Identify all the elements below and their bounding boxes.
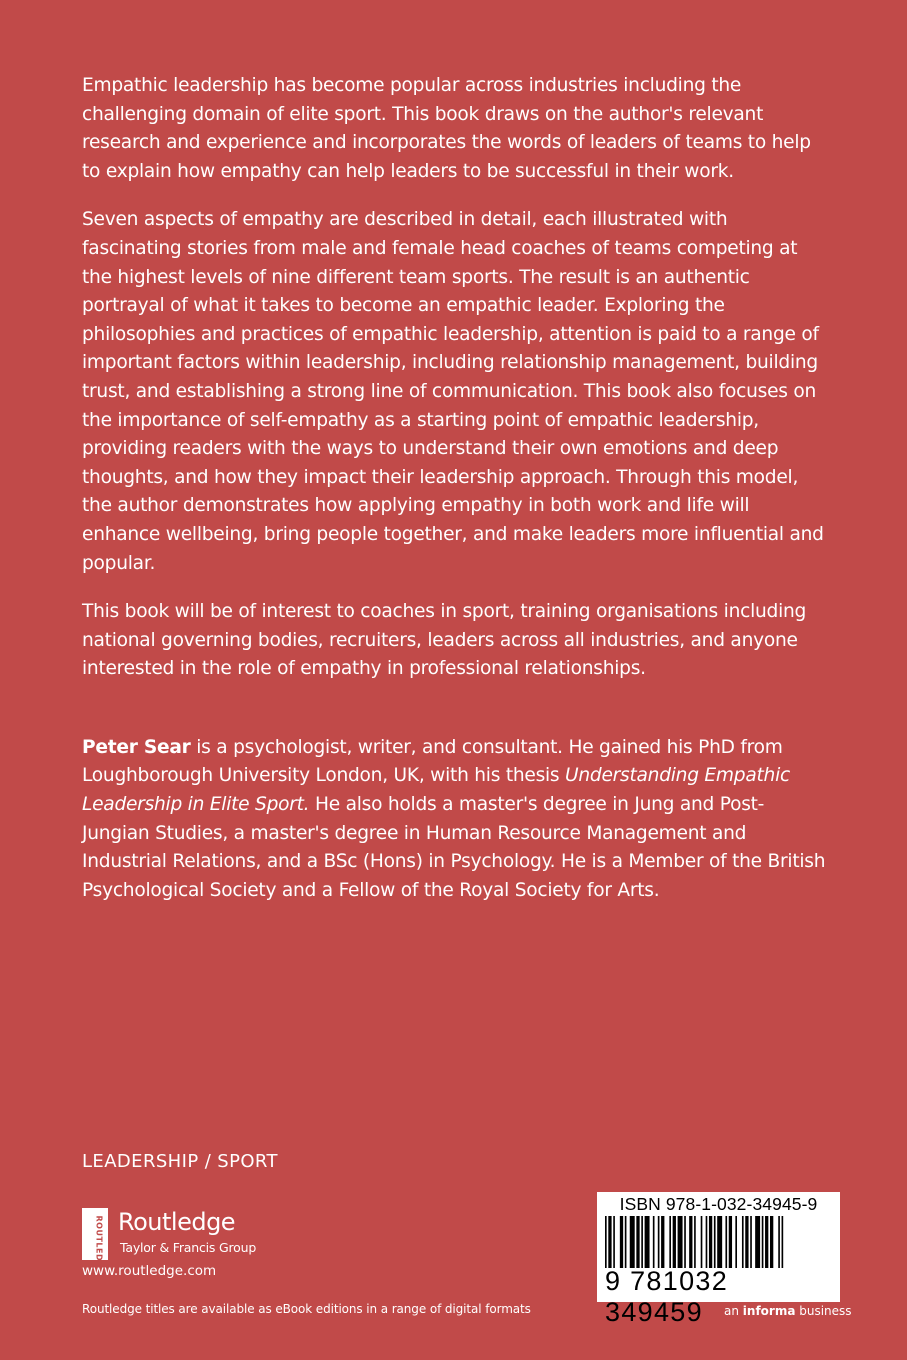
barcode-bar xyxy=(608,1216,611,1268)
barcode-bar xyxy=(678,1216,683,1268)
barcode-bar xyxy=(770,1216,773,1268)
barcode-bar xyxy=(613,1216,615,1268)
author-bio-text-b: He also holds a master's degree in Jung and Post-Jungian Studies, a master's degree in Human Resource Management and Industrial Relations, and a BSc (Hons) in Psychology. He is a Member of the British Psychological Society and a Fellow of the Royal Society for Arts. xyxy=(82,794,826,901)
barcode-bar xyxy=(778,1216,780,1268)
isbn-label: ISBN 978-1-032-34945-9 xyxy=(619,1194,818,1214)
barcode-bar xyxy=(714,1216,716,1268)
routledge-mark-icon xyxy=(82,1208,108,1275)
barcode-bar xyxy=(706,1216,708,1268)
informa-tagline xyxy=(724,1304,852,1318)
author-bio xyxy=(82,734,827,906)
blurb-paragraph-1: Empathic leadership has become popular across industries including the challenging domain of elite sport. This book draws on the author's relevant research and experience and incorporates the words of leaders of teams to help to explain how empathy can help leaders to be successful in their work. xyxy=(82,75,811,182)
barcode-bar xyxy=(689,1216,692,1268)
author-name: Peter Sear xyxy=(82,736,191,758)
barcode-bar xyxy=(658,1216,660,1268)
barcode-bar xyxy=(684,1216,686,1268)
informa-brand: informa xyxy=(742,1304,796,1318)
barcode-bar xyxy=(745,1216,748,1268)
barcode-bar xyxy=(694,1216,696,1268)
barcode-bar xyxy=(765,1216,768,1268)
author-bio-text-a: is a psychologist, writer, and consultant. He gained his PhD from Loughborough University London, UK, with his thesis xyxy=(82,736,783,787)
barcode-bar xyxy=(641,1216,643,1268)
barcode-bar xyxy=(762,1216,764,1268)
barcode-bar xyxy=(669,1216,671,1268)
publisher-website[interactable]: www.routledge.com xyxy=(82,1263,217,1279)
blurb-paragraph-3: This book will be of interest to coaches in sport, training organisations including national governing bodies, recruiters, leaders across all industries, and anyone interested in the role of empathy in professional relationships. xyxy=(82,601,807,680)
barcode-bar xyxy=(636,1216,639,1268)
back-cover-blurb xyxy=(82,72,827,905)
subject-category: LEADERSHIP / SPORT xyxy=(82,1151,278,1172)
routledge-mark-text: ROUTLEDGE xyxy=(94,1215,104,1275)
barcode-bar xyxy=(673,1216,676,1268)
blurb-paragraph-2: Seven aspects of empathy are described in detail, each illustrated with fascinating stories from male and female head coaches of teams competing at the highest levels of nine different team sports. The result is an authentic portrayal of what it takes to become an empathic leader. Exploring the philosophies and practices of empathic leadership, attention is paid to a range of important factors within leadership, including relationship management, building trust, and establishing a strong line of communication. This book also focuses on the importance of self-empathy as a starting point of empathic leadership, providing readers with the ways to understand their own emotions and deep thoughts, and how they impact their leadership approach. Through this model, the author demonstrates how applying empathy in both work and life will enhance wellbeing, bring people together, and make leaders more influential and popular. xyxy=(82,209,824,574)
informa-suffix: business xyxy=(795,1304,852,1318)
barcode-bar xyxy=(755,1216,760,1268)
publisher-group: Taylor & Francis Group xyxy=(120,1240,257,1255)
barcode-bar xyxy=(625,1216,627,1268)
ebook-note: Routledge titles are available as eBook editions in a range of digital formats xyxy=(82,1302,531,1316)
barcode-bar xyxy=(645,1216,650,1268)
barcode-bar xyxy=(605,1216,607,1268)
barcode-bar xyxy=(620,1216,623,1268)
barcode-digits: 9 781032 349459 xyxy=(605,1266,729,1327)
barcode-bar xyxy=(782,1216,784,1268)
barcode-bar xyxy=(709,1216,712,1268)
barcode-bar xyxy=(742,1216,744,1268)
informa-prefix: an xyxy=(724,1304,743,1318)
barcode-bar xyxy=(729,1216,732,1268)
barcode-bar xyxy=(630,1216,635,1268)
barcode-bar xyxy=(725,1216,727,1268)
barcode-bar xyxy=(735,1216,737,1268)
barcode-bar xyxy=(661,1216,664,1268)
publisher-name: Routledge xyxy=(118,1208,236,1236)
barcode-bar xyxy=(717,1216,722,1268)
barcode-bar xyxy=(653,1216,655,1268)
barcode-bar xyxy=(750,1216,752,1268)
barcode-bar xyxy=(701,1216,703,1268)
thesis-title: Understanding Empathic Leadership in Elite Sport. xyxy=(82,765,790,816)
